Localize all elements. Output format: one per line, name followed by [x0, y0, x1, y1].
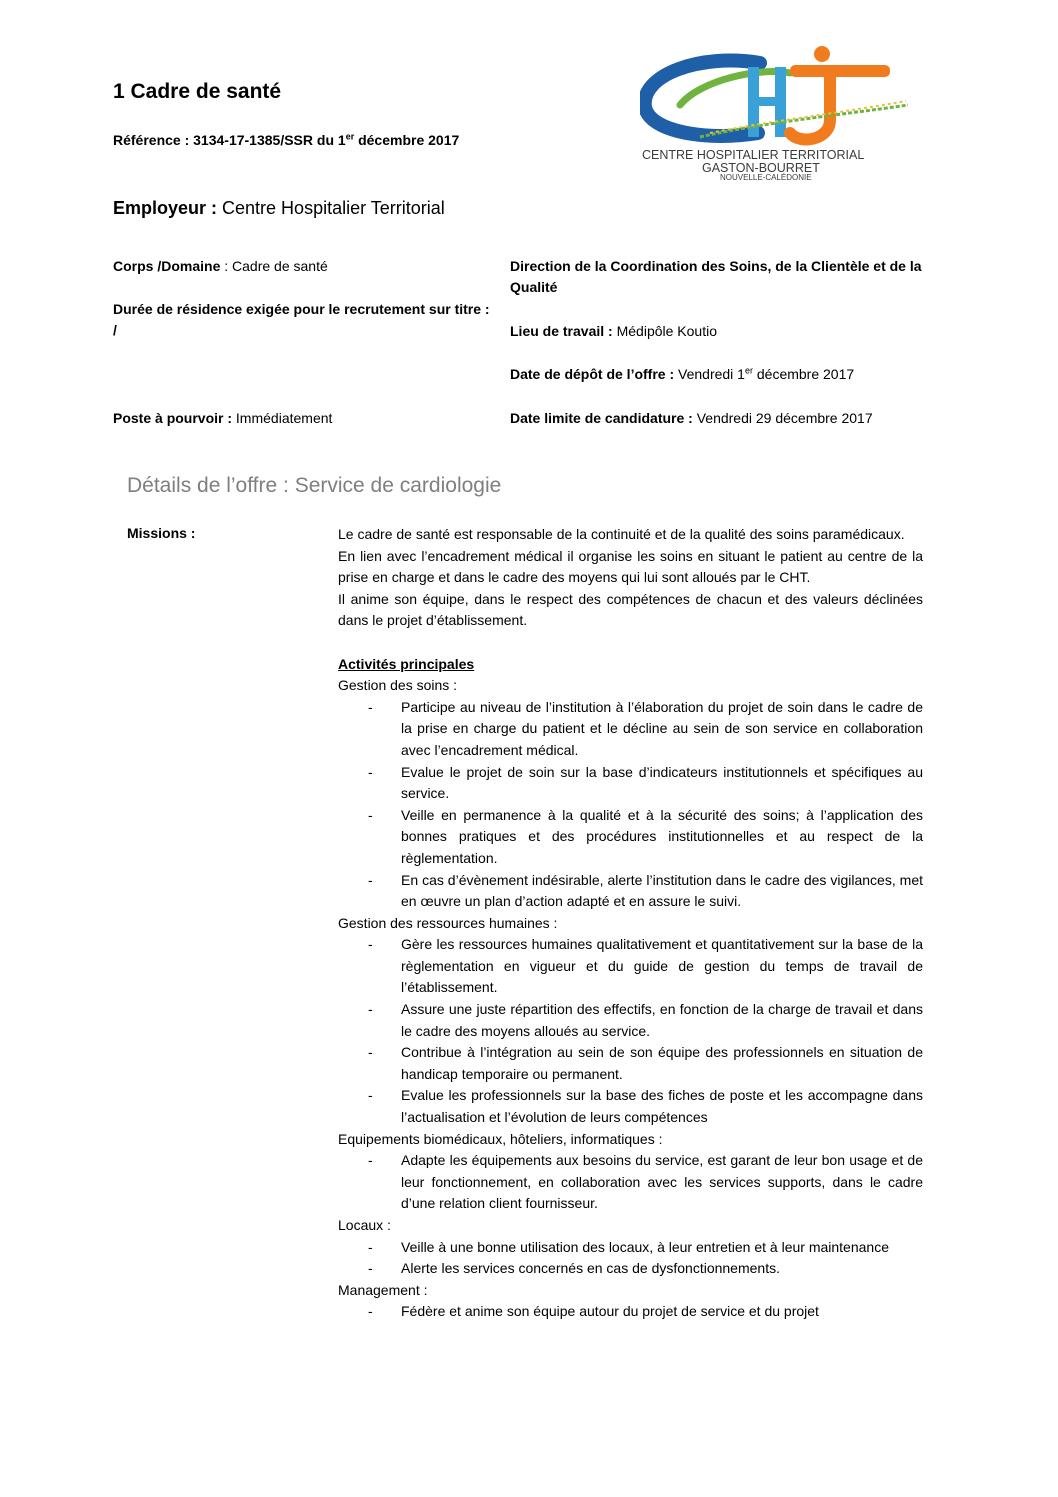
missions-paragraph: Il anime son équipe, dans le respect des compétences de chacun et des valeurs déclinées dans le projet d’établissement. [338, 590, 923, 629]
bullet-dash: - [368, 1001, 373, 1018]
date-limite [510, 408, 940, 429]
section-title: Détails de l’offre : Service de cardiologie [127, 474, 502, 497]
reference-text: Référence : 3134-17-1385/SSR du 1 [113, 132, 346, 148]
lieu-travail [510, 321, 930, 342]
date-depot [510, 364, 930, 385]
activity-item [338, 870, 923, 913]
activity-group-title: Gestion des soins : [338, 677, 458, 694]
bullet-dash: - [368, 1087, 373, 1104]
bullet-dash: - [368, 1152, 373, 1169]
activity-item [338, 762, 923, 805]
missions-paragraph: En lien avec l’encadrement médical il organise les soins en situant le patient au centre de la prise en charge et dans le cadre des moyens qui lui sont alloués par le CHT. [338, 547, 923, 586]
direction [510, 256, 930, 298]
activity-item-text: Evalue les professionnels sur la base des fiches de poste et les accompagne dans l’actualisation et l’évolution de leurs compétences [401, 1087, 923, 1126]
bullet-dash: - [368, 936, 373, 953]
reference-sup: er [345, 131, 355, 142]
activity-item [338, 999, 923, 1042]
activity-item-text: Evalue le projet de soin sur la base d’indicateurs institutionnels et spécifiques au service. [401, 763, 923, 802]
duree-value: / [113, 322, 117, 338]
activity-item-text: Fédère et anime son équipe autour du projet de service et du projet [401, 1303, 819, 1320]
activity-group-title: Management : [338, 1281, 428, 1298]
limite-label: Date limite de candidature : [510, 410, 693, 426]
activity-group-title: Gestion des ressources humaines : [338, 914, 558, 931]
activity-item-text: Gère les ressources humaines qualitativement et quantitativement sur la base de la règlementation en vigueur et du guide de gestion du temps de travail de l’établissement. [401, 936, 923, 996]
bullet-dash: - [368, 1303, 373, 1320]
activity-item [338, 1258, 923, 1280]
bullet-dash: - [368, 1238, 373, 1255]
depot-label: Date de dépôt de l’offre : [510, 366, 675, 382]
activity-group-title: Equipements biomédicaux, hôteliers, informatiques : [338, 1130, 663, 1147]
direction-text: Direction de la Coordination des Soins, de la Clientèle et de la Qualité [510, 258, 922, 295]
employer-value: Centre Hospitalier Territorial [217, 198, 445, 218]
corps-domaine [113, 256, 493, 277]
depot-tail: décembre 2017 [752, 366, 855, 382]
bullet-dash: - [368, 806, 373, 823]
activity-group-title: Locaux : [338, 1217, 391, 1233]
poste-value: Immédiatement [232, 410, 333, 426]
poste-label: Poste à pourvoir : [113, 410, 233, 426]
activity-item-text: Contribue à l’intégration au sein de son équipe des professionnels en situation de handicap temporaire ou permanent. [401, 1044, 923, 1082]
activity-item [338, 1150, 923, 1215]
reference-tail: décembre 2017 [354, 132, 460, 148]
logo-line2: GASTON-BOURRET [702, 161, 820, 175]
depot-sup: er [744, 365, 753, 376]
logo-line1: CENTRE HOSPITALIER TERRITORIAL [642, 148, 865, 162]
missions-paragraph: Le cadre de santé est responsable de la continuité et de la qualité des soins paramédicaux. [338, 526, 905, 542]
reference [113, 130, 483, 151]
activity-item [338, 1085, 923, 1128]
missions-content [338, 524, 923, 1323]
activity-item-text: Participe au niveau de l’institution à l’élaboration du projet de soin dans le cadre de la prise en charge du patient et le décline au sein de son service en collaboration avec l’encadrement médical. [401, 698, 923, 758]
logo-line3: NOUVELLE-CALÉDONIE [720, 173, 812, 182]
lieu-value: Médipôle Koutio [612, 323, 717, 339]
activity-item [338, 805, 923, 870]
activity-item [338, 1237, 923, 1259]
bullet-dash: - [368, 871, 373, 888]
duree-residence [113, 299, 493, 341]
depot-value: Vendredi 1 [674, 366, 745, 382]
activity-item-text: Assure une juste répartition des effectifs, en fonction de la charge de travail et dans le cadre des moyens alloués au service. [401, 1001, 923, 1039]
employer [113, 198, 445, 219]
bullet-dash: - [368, 1044, 373, 1061]
bullet-dash: - [368, 698, 373, 715]
missions-label: Missions : [127, 525, 196, 541]
activity-item [338, 1301, 923, 1323]
activity-item-text: Adapte les équipements aux besoins du service, est garant de leur bon usage et de leur fonctionnement, en collaboration avec les services supports, dans le cadre d’une relation client fournisseur. [401, 1152, 923, 1212]
activity-item-text: Alerte les services concernés en cas de dysfonctionnements. [401, 1260, 780, 1277]
poste-pourvoir [113, 408, 493, 429]
bullet-dash: - [368, 763, 373, 780]
activity-item-text: Veille à une bonne utilisation des locaux, à leur entretien et à leur maintenance [401, 1238, 889, 1255]
activity-item [338, 697, 923, 762]
cht-logo-graphic [640, 45, 915, 175]
lieu-label: Lieu de travail : [510, 323, 613, 339]
activities-heading: Activités principales [338, 655, 475, 672]
activity-item-text: En cas d’évènement indésirable, alerte l’institution dans le cadre des vigilances, met en œuvre un plan d’action adapté et en assure le suivi. [401, 871, 923, 910]
bullet-dash: - [368, 1260, 373, 1277]
employer-label: Employeur : [113, 198, 218, 218]
duree-label: Durée de résidence exigée pour le recrutement sur titre : [113, 301, 490, 317]
page-title: 1 Cadre de santé [113, 80, 282, 103]
corps-value: : Cadre de santé [220, 258, 328, 274]
activity-item-text: Veille en permanence à la qualité et à la sécurité des soins; à l’application des bonnes pratiques et des procédures institutionnelles et au respect de la règlementation. [401, 806, 923, 866]
limite-value: Vendredi 29 décembre 2017 [692, 410, 873, 426]
activity-item [338, 1042, 923, 1085]
activity-item [338, 934, 923, 999]
corps-label: Corps /Domaine [113, 258, 221, 274]
activity-groups [338, 675, 923, 1323]
cht-logo [640, 45, 915, 182]
